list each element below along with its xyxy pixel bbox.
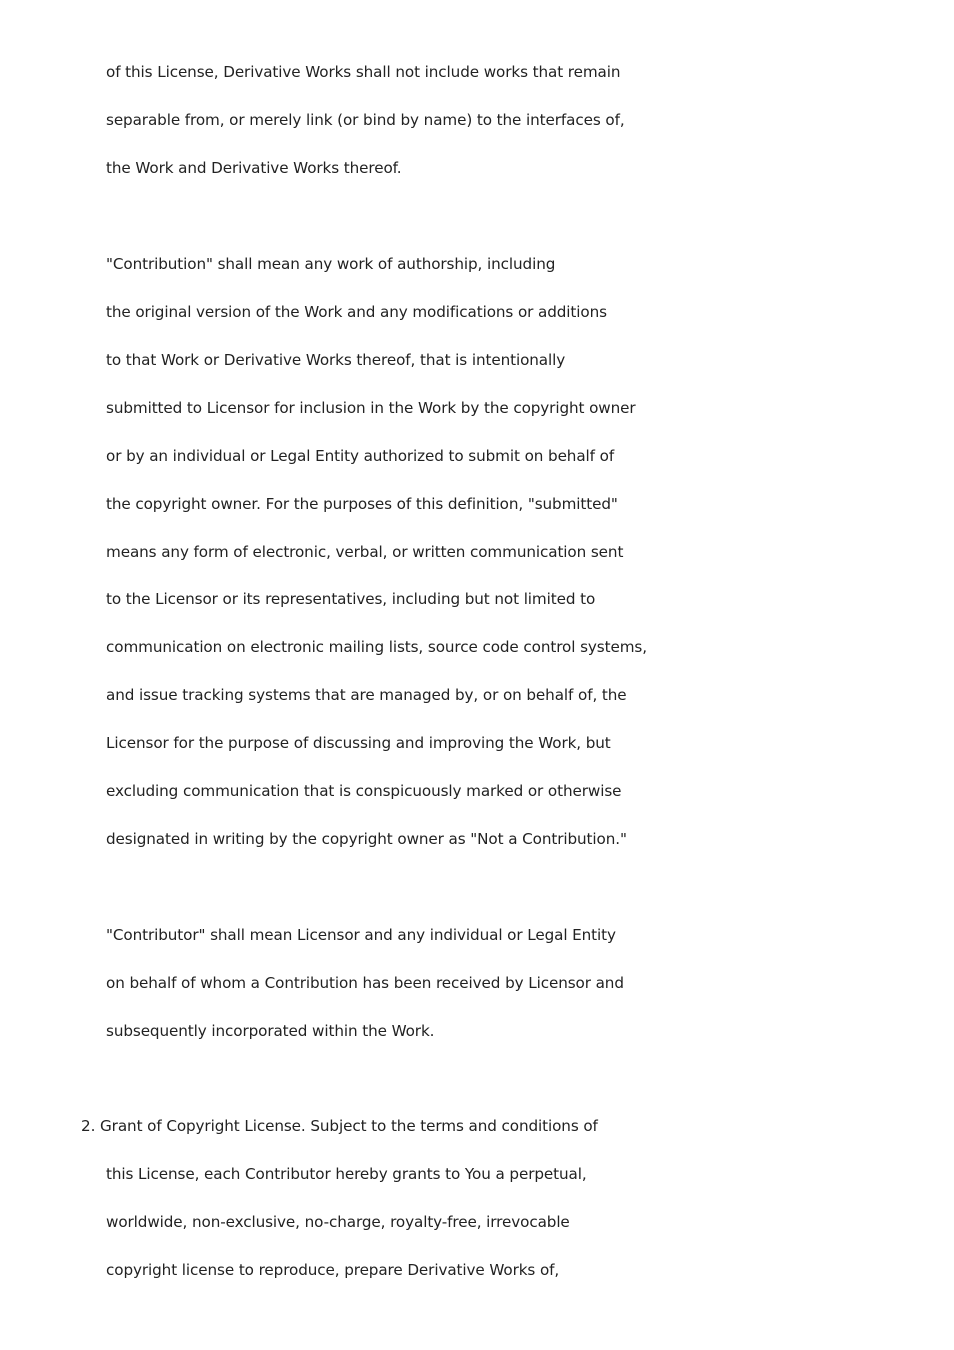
text-line: Licensor for the purpose of discussing and improving the Work, but xyxy=(106,734,611,752)
text-line: communication on electronic mailing lists, source code control systems, xyxy=(106,638,647,656)
text-line: subsequently incorporated within the Work. xyxy=(106,1022,435,1040)
text-line: of this License, Derivative Works shall not include works that remain xyxy=(106,63,621,81)
section-heading-line: 2. Grant of Copyright License. Subject to the terms and conditions of xyxy=(81,1117,598,1135)
text-line: to the Licensor or its representatives, including but not limited to xyxy=(106,590,596,608)
text-line: separable from, or merely link (or bind by name) to the interfaces of, xyxy=(106,111,625,129)
text-line: excluding communication that is conspicuously marked or otherwise xyxy=(106,782,622,800)
text-line: and issue tracking systems that are managed by, or on behalf of, the xyxy=(106,686,627,704)
text-line: copyright license to reproduce, prepare Derivative Works of, xyxy=(106,1261,560,1279)
text-line: to that Work or Derivative Works thereof, that is intentionally xyxy=(106,351,566,369)
text-line: this License, each Contributor hereby grants to You a perpetual, xyxy=(106,1165,587,1183)
text-line: means any form of electronic, verbal, or written communication sent xyxy=(106,543,624,561)
text-line: designated in writing by the copyright owner as "Not a Contribution." xyxy=(106,830,627,848)
text-line: on behalf of whom a Contribution has been received by Licensor and xyxy=(106,974,624,992)
text-line: the original version of the Work and any modifications or additions xyxy=(106,303,607,321)
text-line: submitted to Licensor for inclusion in the Work by the copyright owner xyxy=(106,399,636,417)
text-line: "Contributor" shall mean Licensor and any individual or Legal Entity xyxy=(106,926,616,944)
text-line: the Work and Derivative Works thereof. xyxy=(106,159,402,177)
text-line: worldwide, non-exclusive, no-charge, royalty-free, irrevocable xyxy=(106,1213,570,1231)
text-line: "Contribution" shall mean any work of authorship, including xyxy=(106,255,556,273)
text-line: the copyright owner. For the purposes of this definition, "submitted" xyxy=(106,495,618,513)
text-line: or by an individual or Legal Entity authorized to submit on behalf of xyxy=(106,447,615,465)
